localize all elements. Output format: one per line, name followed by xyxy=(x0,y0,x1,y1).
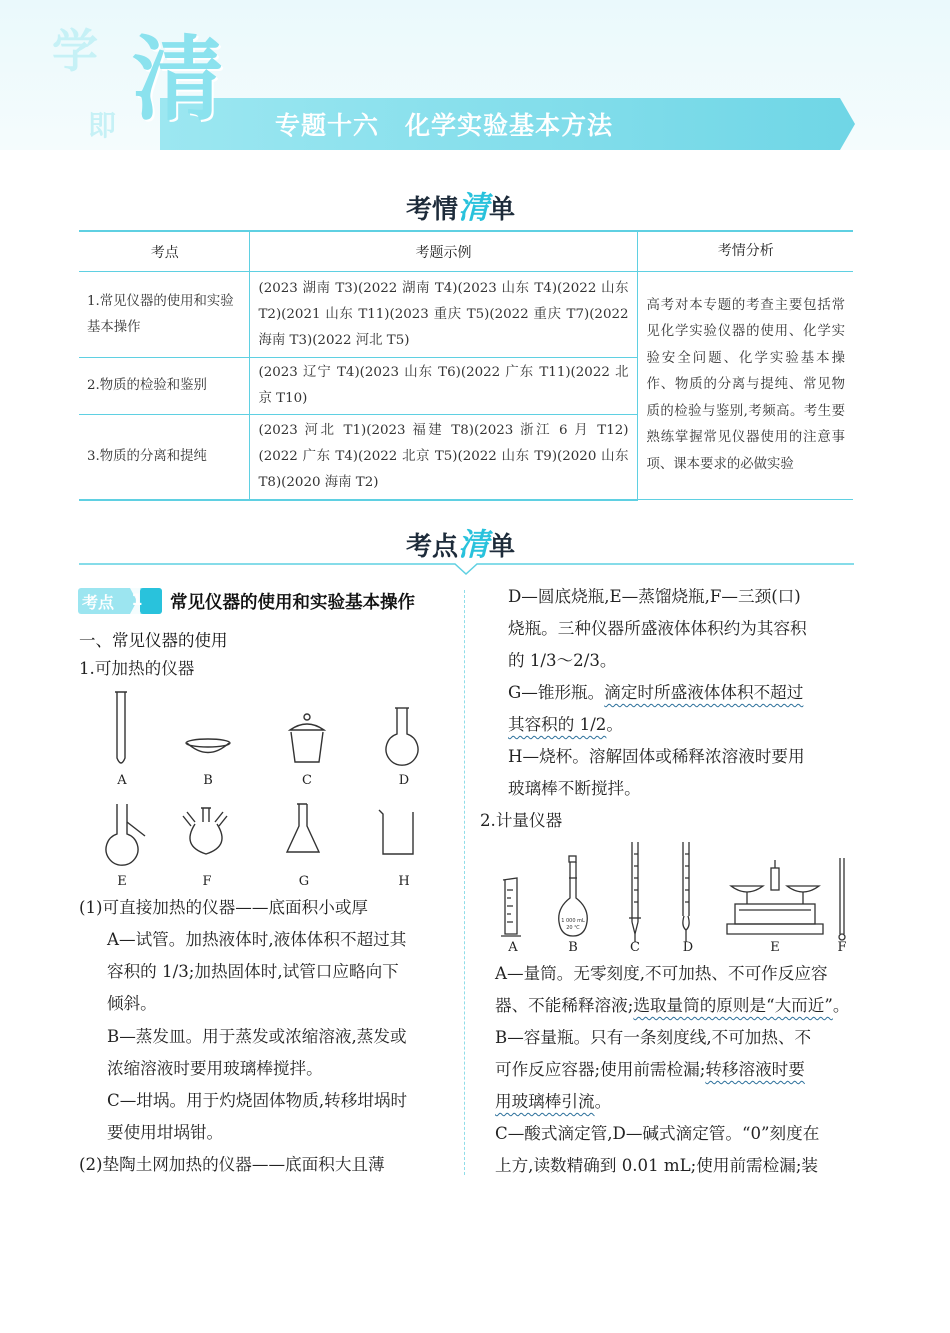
emphasis-text: 其容积的 1/2 xyxy=(508,715,607,734)
table-cell-point: 3.物质的分离和提纯 xyxy=(79,415,249,500)
section-heading-pre: 考点 xyxy=(406,532,459,562)
test-tube-drawing xyxy=(115,692,127,763)
paragraph: 的 1/3～2/3。 xyxy=(508,651,617,670)
paragraph: A—量筒。无零刻度,不可加热、不可作反应容 xyxy=(495,964,828,983)
fig-label: G xyxy=(298,874,310,889)
column-divider xyxy=(464,590,465,1175)
emphasis-text: 转移溶液时要 xyxy=(705,1060,805,1079)
conical-flask-drawing xyxy=(287,804,319,852)
emphasis-text: 用玻璃棒引流 xyxy=(495,1092,595,1111)
table-cell-analysis: 高考对本专题的考查主要包括常见化学实验仪器的使用、化学实验安全问题、化学实验基本操作、物质的分离与提纯、常见物质的检验与鉴别,考频高。考生要熟练掌握常见仪器使用的注意事项、课本要求的必做实验 xyxy=(637,272,853,500)
section-divider xyxy=(79,562,854,576)
paragraph: 烧瓶。三种仪器所盛液体体积约为其容积 xyxy=(508,619,807,638)
paragraph xyxy=(508,677,803,709)
section-heading-hl: 清 xyxy=(458,190,490,226)
table-header: 考情分析 xyxy=(637,231,853,272)
paragraph: 要使用坩埚钳。 xyxy=(107,1123,224,1142)
section-heading-post: 单 xyxy=(489,532,516,562)
table-header: 考点 xyxy=(79,231,249,272)
paragraph xyxy=(495,1054,805,1086)
table-cell-point: 2.物质的检验和鉴别 xyxy=(79,358,249,415)
kaodian-badge-text: 考点 xyxy=(82,593,115,612)
distilling-flask-drawing xyxy=(106,804,145,865)
kaodian-badge-num: 1 xyxy=(131,590,143,609)
section-heading-kaodian xyxy=(406,519,515,564)
text-span: 。 xyxy=(606,715,623,734)
paragraph xyxy=(495,1086,611,1118)
flask-text: 1 000 mL xyxy=(561,918,585,924)
section-heading-post: 单 xyxy=(489,195,516,225)
logo-char-1: 学 xyxy=(52,24,98,78)
paragraph: 倾斜。 xyxy=(107,994,157,1013)
fig-label: E xyxy=(770,940,780,955)
paragraph: 容积的 1/3;加热固体时,试管口应略向下 xyxy=(107,962,399,981)
section-heading-hl: 清 xyxy=(458,527,490,563)
text-span: 可作反应容器;使用前需检漏; xyxy=(495,1060,706,1079)
paragraph: 浓缩溶液时要用玻璃棒搅拌。 xyxy=(107,1059,323,1078)
paragraph xyxy=(495,990,849,1022)
paragraph: (1)可直接加热的仪器——底面积小或厚 xyxy=(79,898,369,917)
subsection-heading: 一、常见仪器的使用 xyxy=(79,631,228,650)
thermometer-drawing xyxy=(839,858,845,940)
emphasis-text: 滴定时所盛液体体积不超过 xyxy=(604,683,804,702)
fig-label: B xyxy=(203,773,213,788)
section-heading-pre: 考情 xyxy=(406,195,459,225)
table-cell-point: 1.常见仪器的使用和实验基本操作 xyxy=(79,272,249,358)
fig-label: D xyxy=(398,773,410,788)
three-neck-flask-drawing xyxy=(183,808,227,854)
table-header: 考题示例 xyxy=(249,231,637,272)
round-flask-drawing xyxy=(386,708,418,765)
text-span: 。 xyxy=(594,1092,612,1111)
logo-char-main: 清 xyxy=(132,26,225,133)
subheading-heatable: 1.可加热的仪器 xyxy=(79,659,195,678)
paragraph: (2)垫陶土网加热的仪器——底面积大且薄 xyxy=(79,1155,385,1174)
paragraph: C—坩埚。用于灼烧固体物质,转移坩埚时 xyxy=(107,1091,408,1110)
evaporating-dish-drawing xyxy=(186,739,230,753)
table-cell-examples: (2023 湖南 T3)(2022 湖南 T4)(2023 山东 T4)(2022 山东 T2)(2021 山东 T11)(2023 重庆 T5)(2022 重庆 T7)(2022 海南 T3)(2022 河北 T5) xyxy=(249,272,637,358)
figure-measuring-instruments xyxy=(495,838,860,958)
table-cell-examples: (2023 辽宁 T4)(2023 山东 T6)(2022 广东 T11)(2022 北京 T10) xyxy=(249,358,637,415)
paragraph: A—试管。加热液体时,液体体积不超过其 xyxy=(107,930,407,949)
kaodian-title: 常见仪器的使用和实验基本操作 xyxy=(170,593,415,613)
table-row xyxy=(79,272,853,358)
paragraph: H—烧杯。溶解固体或稀释浓溶液时要用 xyxy=(508,747,805,766)
paragraph xyxy=(508,709,623,741)
subheading-measuring: 2.计量仪器 xyxy=(480,811,563,830)
crucible-drawing xyxy=(290,714,324,762)
fig-label: F xyxy=(202,874,212,889)
paragraph: B—蒸发皿。用于蒸发或浓缩溶液,蒸发或 xyxy=(107,1027,407,1046)
fig-label: C xyxy=(630,940,640,955)
beaker-drawing xyxy=(379,810,413,854)
balance-drawing xyxy=(727,860,823,934)
fig-label: H xyxy=(398,874,410,889)
text-span: 。 xyxy=(832,996,850,1015)
paragraph: B—容量瓶。只有一条刻度线,不可加热、不 xyxy=(495,1028,812,1047)
fig-label: E xyxy=(117,874,127,889)
volumetric-flask-drawing xyxy=(559,856,588,936)
fig-label: D xyxy=(682,940,694,955)
kaodian-badge-num-wrap xyxy=(62,590,146,609)
fig-label: F xyxy=(837,940,847,955)
acid-burette-drawing xyxy=(629,842,641,942)
logo-char-2: 即 xyxy=(88,109,117,142)
flask-text: 20 ℃ xyxy=(566,925,580,931)
exam-table xyxy=(79,230,853,501)
figure-heatable-instruments xyxy=(95,690,435,890)
table-header-row xyxy=(79,231,853,272)
fig-label: C xyxy=(302,773,312,788)
text-span: G—锥形瓶。 xyxy=(508,683,605,702)
graduated-cylinder-drawing xyxy=(501,878,521,936)
emphasis-text: 选取量筒的原则是“大而近” xyxy=(633,996,833,1015)
table-cell-examples: (2023 河北 T1)(2023 福建 T8)(2023 浙江 6 月 T12)(2022 广东 T4)(2022 北京 T5)(2022 山东 T9)(2020 山东 T8)(2020 海南 T2) xyxy=(249,415,637,500)
base-burette-drawing xyxy=(683,842,689,942)
page-title: 专题十六 化学实验基本方法 xyxy=(275,111,614,140)
section-heading-kaoqing xyxy=(406,182,515,227)
fig-label: A xyxy=(508,940,518,955)
paragraph: D—圆底烧瓶,E—蒸馏烧瓶,F—三颈(口) xyxy=(508,587,801,606)
fig-label: A xyxy=(117,773,127,788)
paragraph: 玻璃棒不断搅拌。 xyxy=(508,779,641,798)
text-span: 器、不能稀释溶液; xyxy=(495,996,634,1015)
paragraph: 上方,读数精确到 0.01 mL;使用前需检漏;装 xyxy=(495,1156,819,1175)
fig-label: B xyxy=(568,940,578,955)
paragraph: C—酸式滴定管,D—碱式滴定管。“0”刻度在 xyxy=(495,1124,820,1143)
